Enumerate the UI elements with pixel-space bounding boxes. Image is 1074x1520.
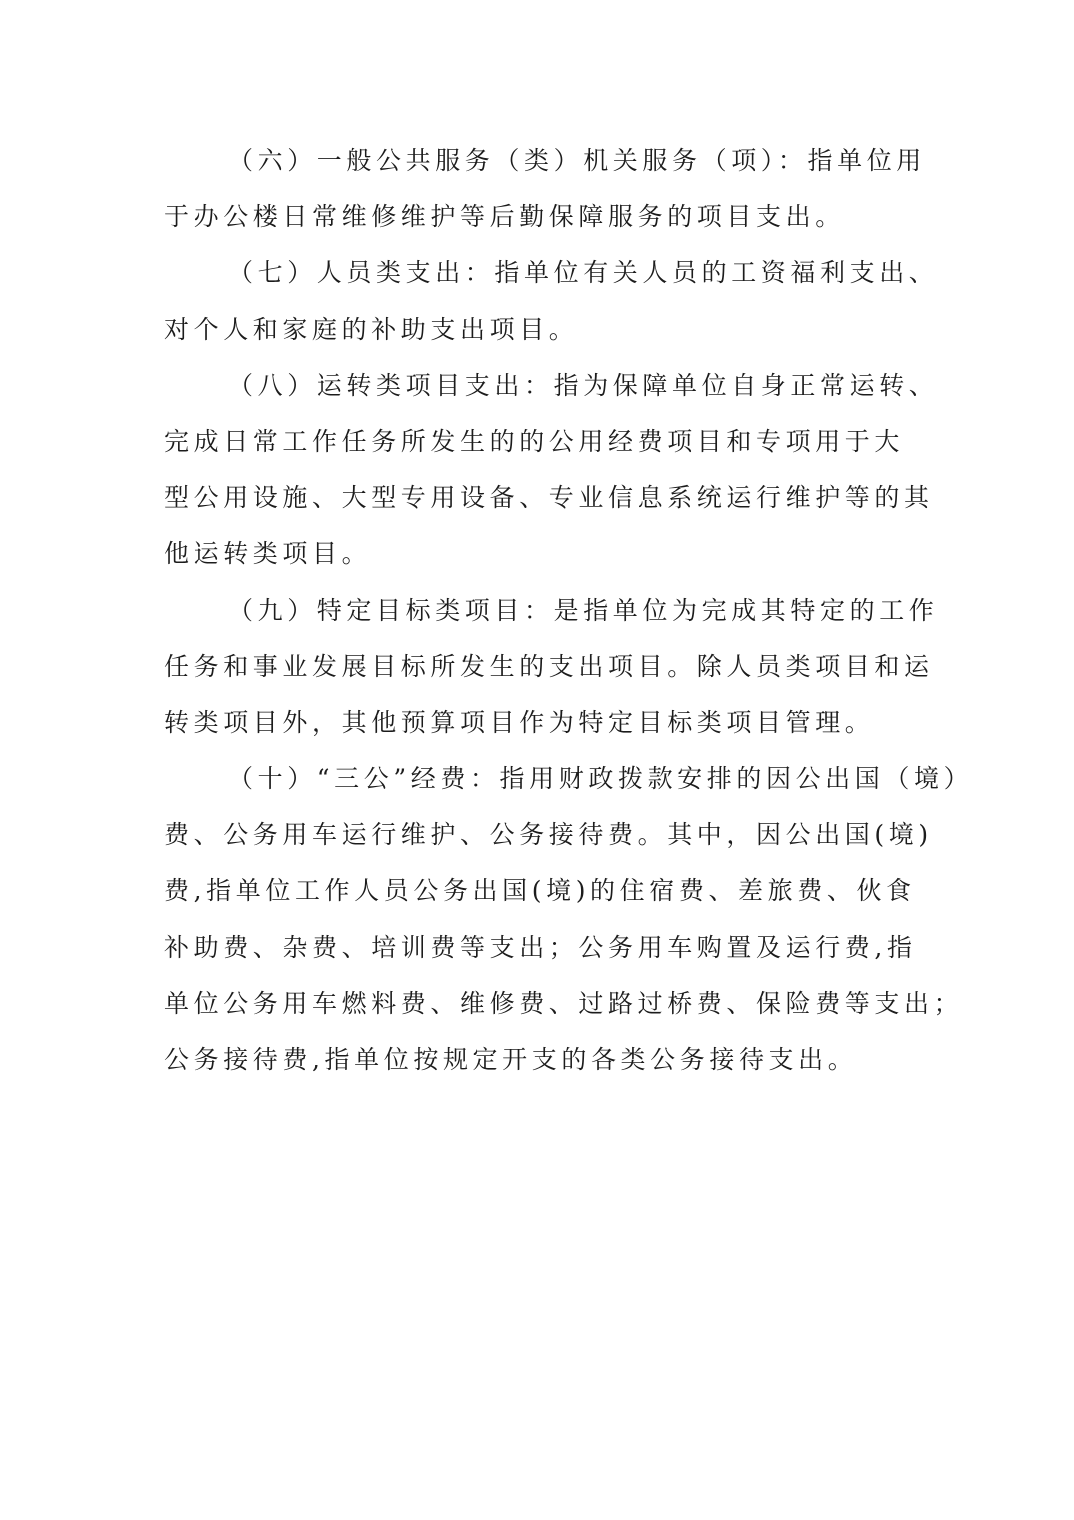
paragraph-six <box>164 133 926 245</box>
paragraph-line: 他运转类项目。 <box>164 539 372 569</box>
paragraph-line: （七）人员类支出：指单位有关人员的工资福利支出、 <box>228 258 939 288</box>
paragraph-line: 完成日常工作任务所发生的的公用经费项目和专项用于大 <box>164 426 905 456</box>
paragraph-ten <box>164 751 974 1088</box>
paragraph-line: （六）一般公共服务（类）机关服务（项）：指单位用 <box>228 146 926 175</box>
paragraph-line: 任务和事业发展目标所发生的支出项目。除人员类项目和运 <box>164 651 934 681</box>
document-body <box>164 133 974 1088</box>
paragraph-line: （八）运转类项目支出：指为保障单位自身正常运转、 <box>228 370 939 400</box>
paragraph-seven <box>164 245 939 357</box>
paragraph-line: 对个人和家庭的补助支出项目。 <box>164 314 579 344</box>
paragraph-eight <box>164 358 939 583</box>
paragraph-line: 费、公务用车运行维护、公务接待费。其中，因公出国(境) <box>164 820 933 850</box>
paragraph-line: （十）“三公”经费：指用财政拨款安排的因公出国（境） <box>228 764 974 794</box>
paragraph-line: 型公用设施、大型专用设备、专业信息系统运行维护等的其 <box>164 483 934 513</box>
paragraph-line: 费,指单位工作人员公务出国(境)的住宿费、差旅费、伙食 <box>164 876 916 906</box>
paragraph-line: 于办公楼日常维修维护等后勤保障服务的项目支出。 <box>164 202 845 232</box>
paragraph-nine <box>164 583 939 752</box>
paragraph-line: （九）特定目标类项目：是指单位为完成其特定的工作 <box>228 595 939 625</box>
paragraph-line: 公务接待费,指单位按规定开支的各类公务接待支出。 <box>164 1045 858 1074</box>
paragraph-line: 转类项目外，其他预算项目作为特定目标类项目管理。 <box>164 707 875 737</box>
paragraph-line: 补助费、杂费、培训费等支出；公务用车购置及运行费,指 <box>164 932 917 962</box>
paragraph-line: 单位公务用车燃料费、维修费、过路过桥费、保险费等支出； <box>164 988 964 1018</box>
